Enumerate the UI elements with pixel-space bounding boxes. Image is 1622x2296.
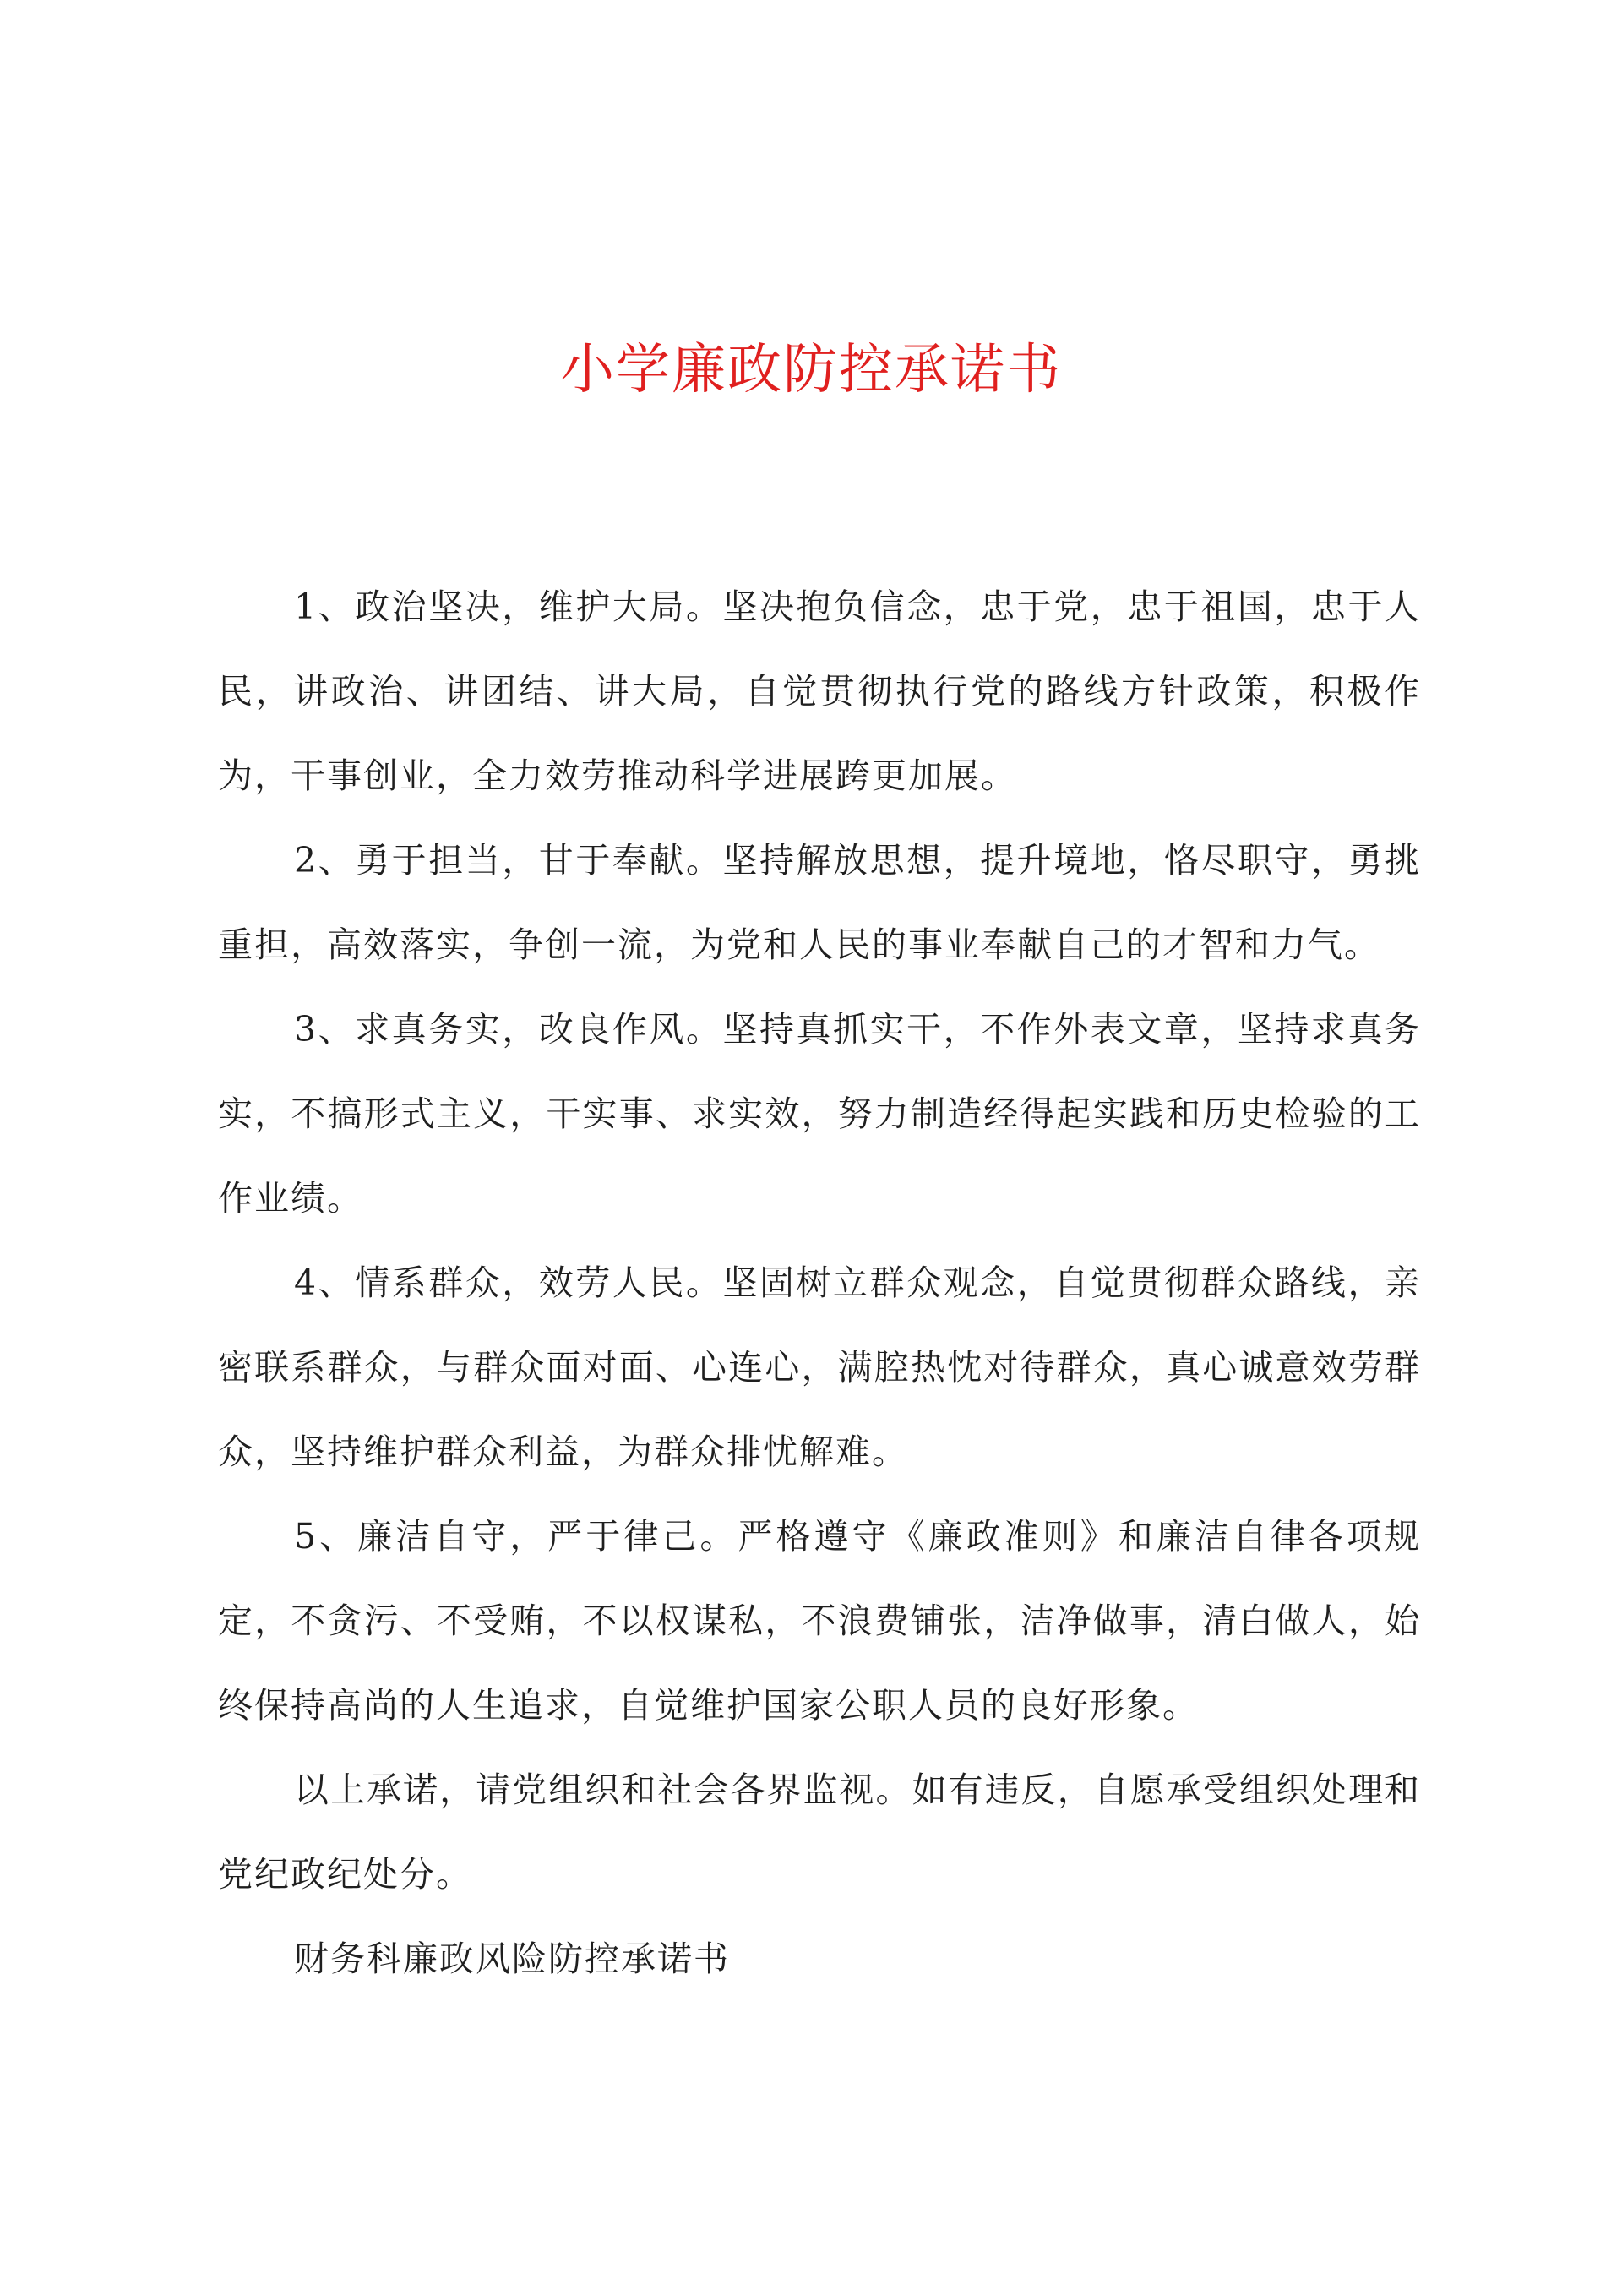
document-title: 小学廉政防控承诺书 [560,339,1062,401]
document-body [218,564,1421,2001]
closing-paragraph: 以上承诺，请党组织和社会各界监视。如有违反，自愿承受组织处理和党纪政纪处分。 [218,1770,1421,1895]
next-document-heading: 财务科廉政风险防控承诺书 [294,1939,730,1979]
paragraph-4: 4、情系群众，效劳人民。坚固树立群众观念，自觉贯彻群众路线，亲密联系群众，与群众面对面、心连心，满腔热忱对待群众，真心诚意效劳群众，坚持维护群众利益，为群众排忧解难。 [218,1263,1421,1472]
paragraph-1: 1、政治坚决，维护大局。坚决抱负信念，忠于党，忠于祖国，忠于人民，讲政治、讲团结、讲大局，自觉贯彻执行党的路线方针政策，积极作为，干事创业，全力效劳推动科学进展跨更加展。 [218,586,1421,796]
paragraph-5: 5、廉洁自守，严于律己。严格遵守《廉政准则》和廉洁自律各项规定，不贪污、不受贿，不以权谋私，不浪费铺张，洁净做事，清白做人，始终保持高尚的人生追求，自觉维护国家公职人员的良好形象。 [218,1516,1421,1726]
paragraph-3: 3、求真务实，改良作风。坚持真抓实干，不作外表文章，坚持求真务实，不搞形式主义，干实事、求实效，努力制造经得起实践和历史检验的工作业绩。 [218,1009,1421,1219]
paragraph-2: 2、勇于担当，甘于奉献。坚持解放思想，提升境地，恪尽职守，勇挑重担，高效落实，争创一流，为党和人民的事业奉献自己的才智和力气。 [218,840,1421,965]
